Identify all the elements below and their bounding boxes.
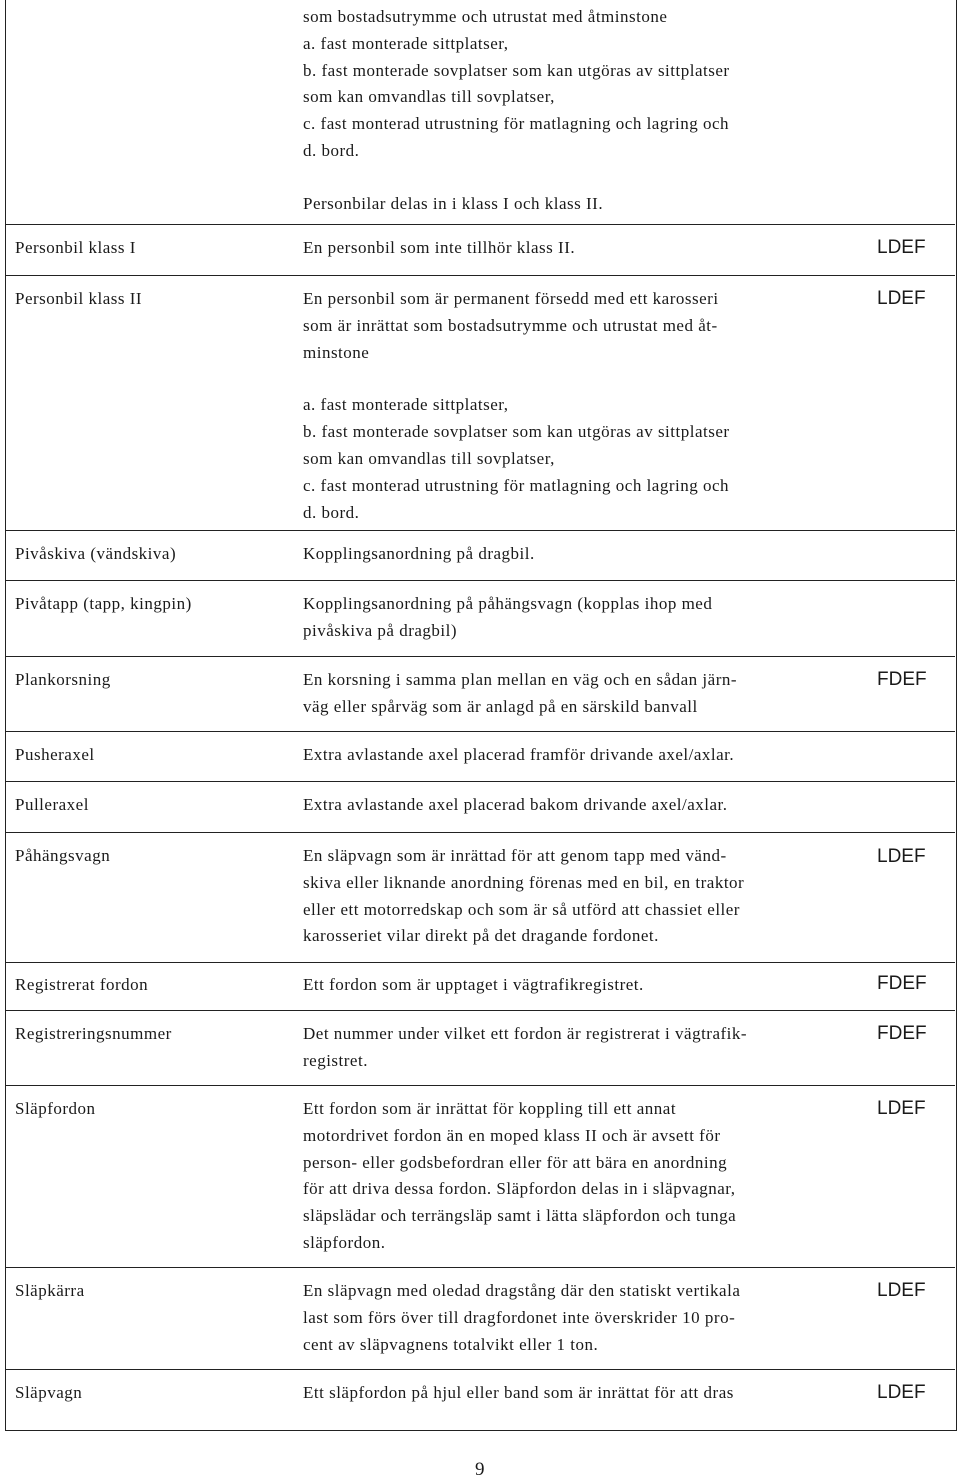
definition-line: b. fast monterade sovplatser som kan utgöras av sittplatser (303, 422, 730, 442)
term: Pivåskiva (vändskiva) (15, 544, 177, 563)
definition-row-pusheraxel (5, 731, 955, 764)
definition-line: Extra avlastande axel placerad framför drivande axel/axlar. (303, 745, 735, 764)
definition-line: som bostadsutrymme och utrustat med åtminstone (303, 7, 668, 26)
definition-line: person- eller godsbefordran eller för att bära en anordning (303, 1152, 728, 1172)
definition-source-code: LDEF (877, 846, 926, 867)
definition-paragraph (303, 792, 848, 819)
term: Registrerat fordon (15, 975, 149, 994)
definition-line: Personbilar delas in i klass I och klass II. (303, 193, 604, 213)
definition-line: som kan omvandlas till sovplatser, (303, 448, 555, 468)
definition-line: Kopplingsanordning på påhängsvagn (kopplas ihop med (303, 594, 713, 613)
definition (303, 792, 848, 819)
definition (303, 667, 848, 721)
term: Registreringsnummer (15, 1024, 172, 1043)
definition-source-code: LDEF (877, 1382, 926, 1403)
definition-paragraph (303, 541, 848, 568)
definition-paragraph (303, 235, 848, 262)
definition-line: c. fast monterad utrustning för matlagning och lagring och (303, 114, 730, 134)
definition-line: a. fast monterade sittplatser, (303, 395, 509, 415)
definition-paragraph (303, 972, 848, 999)
definition-source-code: LDEF (877, 1280, 926, 1301)
definition-line: d. bord. (303, 140, 360, 160)
definition (303, 972, 848, 999)
definition-row-pivaskiva-vandskiva (5, 530, 955, 563)
definition-line: för att driva dessa fordon. Släpfordon delas in i släpvagnar, (303, 1179, 736, 1199)
definition-paragraph (303, 1380, 848, 1407)
definition-paragraph (303, 667, 848, 721)
term: Pivåtapp (tapp, kingpin) (15, 594, 192, 613)
definition-row-pulleraxel (5, 781, 955, 814)
definition-line: En släpvagn med oledad dragstång där den statiskt vertikala (303, 1281, 741, 1300)
definition-line: d. bord. (303, 502, 360, 522)
definition-line: En släpvagn som är inrättad för att genom tapp med vänd- (303, 846, 727, 865)
definition (303, 591, 848, 645)
definition-paragraph (303, 4, 848, 165)
definition-line: a. fast monterade sittplatser, (303, 33, 509, 53)
term: Personbil klass I (15, 238, 136, 257)
definition-paragraph (303, 191, 848, 218)
definition-line: motordrivet fordon än en moped klass II och är avsett för (303, 1125, 721, 1145)
term: Pulleraxel (15, 795, 89, 814)
definition-row-slapkarra (5, 1267, 955, 1354)
definition (303, 843, 848, 950)
definition-line: eller ett motorredskap och som är så utförd att chassiet eller (303, 899, 740, 919)
definition-line: som är inrättat som bostadsutrymme och utrustat med åt- (303, 315, 718, 335)
definition-line: last som förs över till dragfordonet inte överskrider 10 pro- (303, 1307, 736, 1327)
definition-paragraph (303, 591, 848, 645)
definition-source-code: LDEF (877, 1098, 926, 1119)
definition-line: släpslädar och terrängsläp samt i lätta släpfordon och tunga (303, 1206, 737, 1226)
definition-source-code: FDEF (877, 973, 927, 994)
definition-line: Ett släpfordon på hjul eller band som är inrättat för att dras (303, 1383, 734, 1402)
definition-row-personbil-klass-ii (5, 275, 955, 522)
definition-line: En personbil som är permanent försedd med ett karosseri (303, 289, 719, 308)
definition-paragraph (303, 843, 848, 950)
definition-line: Ett fordon som är inrättat för koppling till ett annat (303, 1099, 677, 1118)
definition-line: En personbil som inte tillhör klass II. (303, 238, 576, 257)
term: Påhängsvagn (15, 846, 111, 865)
definition-line: minstone (303, 342, 370, 362)
definition-source-code: LDEF (877, 237, 926, 258)
definition-row-registrerat-fordon (5, 962, 955, 994)
definition (303, 235, 848, 262)
definition-paragraph (303, 1021, 848, 1075)
definition-line: En korsning i samma plan mellan en väg och en sådan järn- (303, 670, 738, 689)
definition (303, 541, 848, 568)
definition-line: släpfordon. (303, 1232, 386, 1252)
definition-line: pivåskiva på dragbil) (303, 620, 458, 640)
term: Släpkärra (15, 1281, 85, 1300)
definition-row-personbil-klass-i (5, 224, 955, 258)
definition-line: skiva eller liknande anordning förenas med en bil, en traktor (303, 872, 745, 892)
definition (303, 1278, 848, 1358)
definition-paragraph (303, 1096, 848, 1257)
definition-line: karosseriet vilar direkt på det dragande fordonet. (303, 926, 659, 946)
definition-source-code: FDEF (877, 669, 927, 690)
definition-line: cent av släpvagnens totalvikt eller 1 ton. (303, 1334, 599, 1354)
definition (303, 742, 848, 769)
definition-line: b. fast monterade sovplatser som kan utgöras av sittplatser (303, 60, 730, 80)
definition-row-pivatapp-tapp-kingpin (5, 580, 955, 640)
definition-line: c. fast monterad utrustning för matlagning och lagring och (303, 475, 730, 495)
definition-line: registret. (303, 1050, 368, 1070)
definition-paragraph (303, 392, 848, 526)
term: Pusheraxel (15, 745, 95, 764)
term: Släpvagn (15, 1383, 83, 1402)
definition-paragraph (303, 742, 848, 769)
definition-row-slapfordon (5, 1085, 955, 1252)
definition-line: väg eller spårväg som är anlagd på en särskild banvall (303, 696, 698, 716)
definition-line: Extra avlastande axel placerad bakom drivande axel/axlar. (303, 795, 728, 814)
definition (303, 286, 848, 526)
definition-line: som kan omvandlas till sovplatser, (303, 87, 555, 107)
term: Plankorsning (15, 670, 111, 689)
definition-paragraph (303, 286, 848, 366)
definition-row-plankorsning (5, 656, 955, 716)
definition-paragraph (303, 1278, 848, 1358)
definition-line: Det nummer under vilket ett fordon är registrerat i vägtrafik- (303, 1024, 748, 1043)
definition (303, 4, 848, 218)
term: Släpfordon (15, 1099, 96, 1118)
definition-row-registreringsnummer (5, 1010, 955, 1070)
definition-line: Kopplingsanordning på dragbil. (303, 544, 535, 563)
definition (303, 1096, 848, 1257)
definition-source-code: FDEF (877, 1023, 927, 1044)
page-number: 9 (475, 1459, 485, 1480)
term: Personbil klass II (15, 289, 143, 308)
definition (303, 1021, 848, 1075)
definition-line: Ett fordon som är upptaget i vägtrafikregistret. (303, 975, 644, 994)
definition-source-code: LDEF (877, 288, 926, 309)
definition-row-slapvagn (5, 1369, 955, 1403)
definition (303, 1380, 848, 1407)
definition-row-pahangsvagn (5, 832, 955, 946)
